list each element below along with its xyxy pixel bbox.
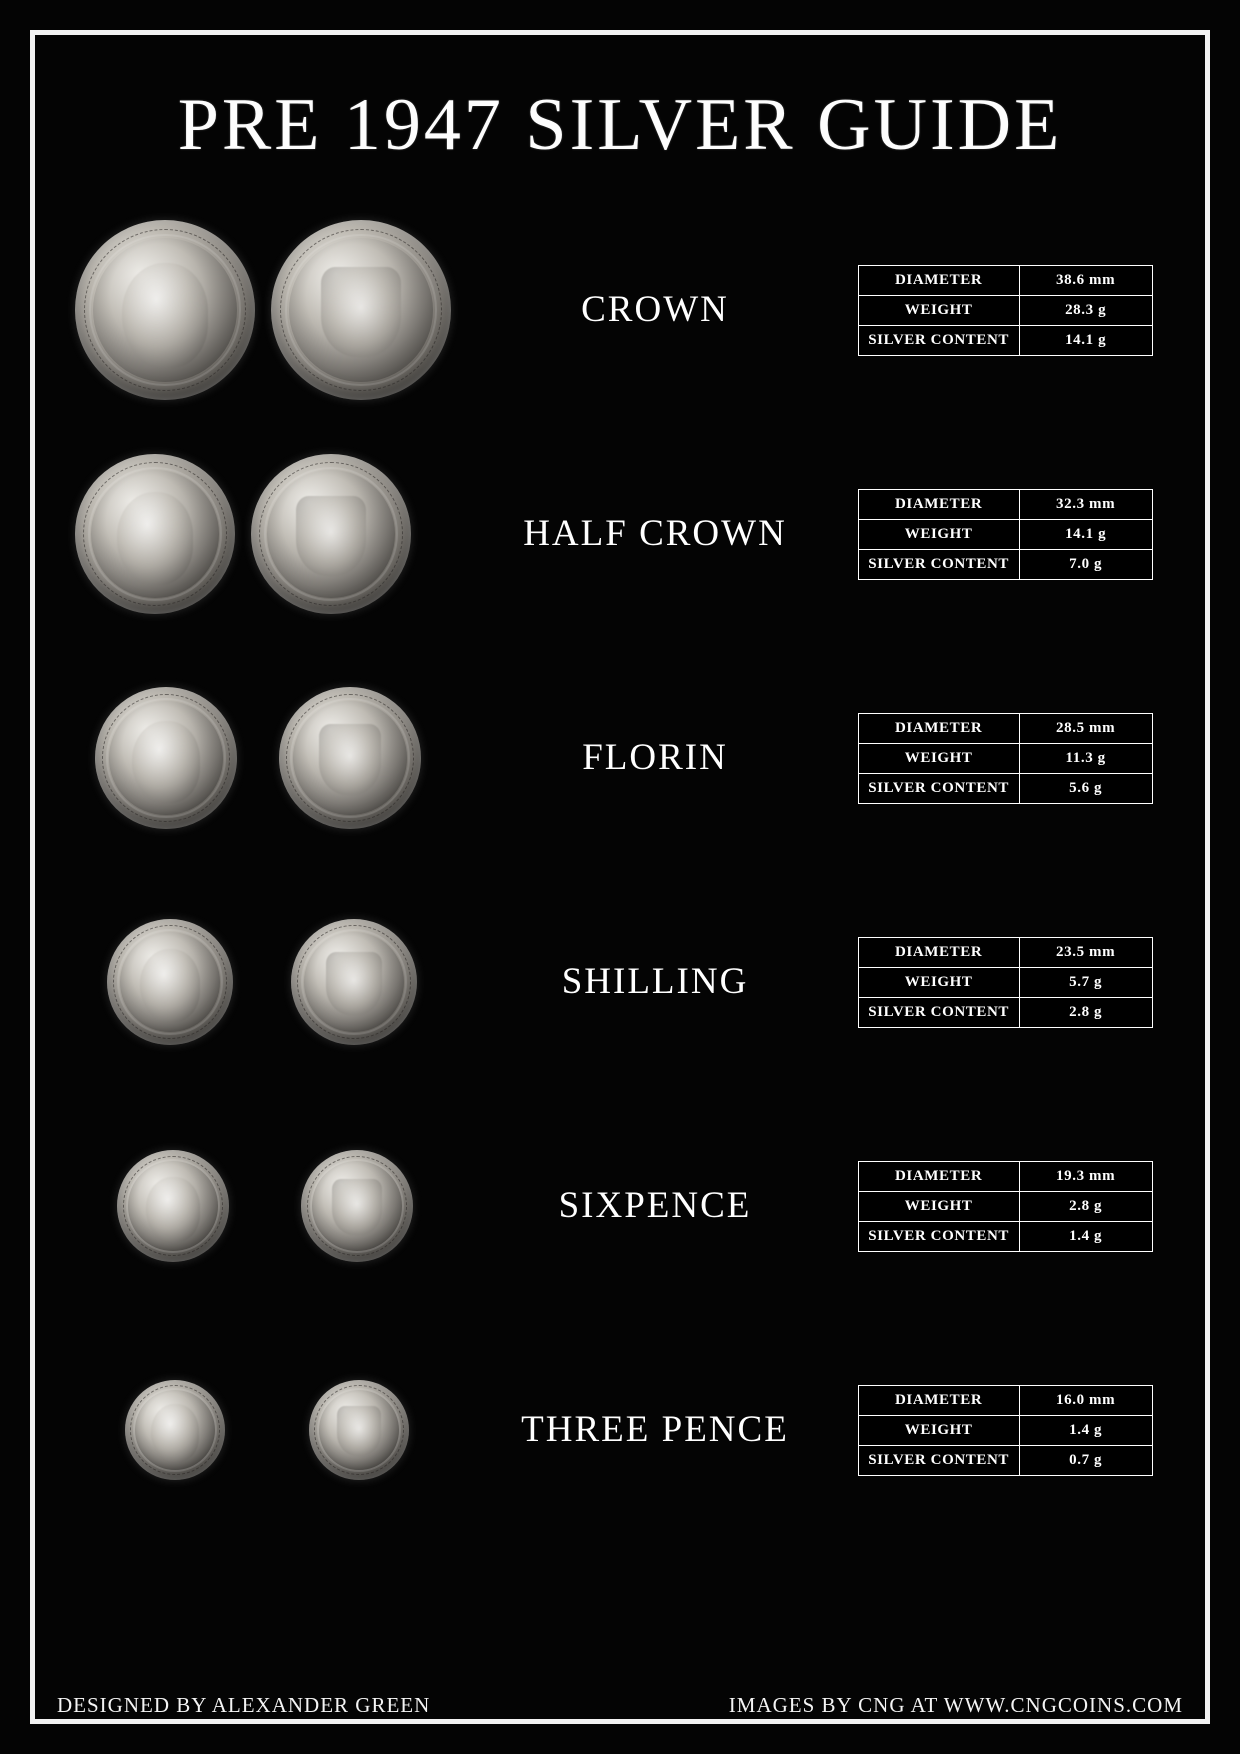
coin-images-three-pence (35, 1380, 505, 1480)
spec-key-silver: SILVER CONTENT (858, 773, 1019, 803)
spec-value-silver: 1.4 g (1019, 1221, 1152, 1251)
spec-key-diameter: DIAMETER (858, 937, 1019, 967)
poster-content (35, 35, 1205, 1719)
spec-key-weight: WEIGHT (858, 1415, 1019, 1445)
spec-table-half-crown (858, 489, 1153, 580)
coin-reverse-three-pence (309, 1380, 409, 1480)
spec-key-diameter: DIAMETER (858, 1385, 1019, 1415)
spec-key-diameter: DIAMETER (858, 1161, 1019, 1191)
coin-images-shilling (35, 919, 505, 1045)
coin-images-crown (35, 220, 505, 400)
spec-value-diameter: 28.5 mm (1019, 713, 1152, 743)
spec-value-weight: 1.4 g (1019, 1415, 1152, 1445)
page-title: PRE 1947 SILVER GUIDE (177, 84, 1063, 166)
spec-key-silver: SILVER CONTENT (858, 1445, 1019, 1475)
spec-value-diameter: 38.6 mm (1019, 265, 1152, 295)
spec-key-silver: SILVER CONTENT (858, 325, 1019, 355)
spec-key-diameter: DIAMETER (858, 489, 1019, 519)
coin-images-half-crown (35, 454, 505, 614)
coin-images-florin (35, 687, 505, 829)
spec-key-weight: WEIGHT (858, 519, 1019, 549)
coin-spec-wrap-florin (805, 713, 1205, 804)
spec-key-weight: WEIGHT (858, 967, 1019, 997)
coin-reverse-florin (279, 687, 421, 829)
coin-row-shilling (35, 870, 1205, 1094)
spec-key-weight: WEIGHT (858, 1191, 1019, 1221)
footer-credit-images: IMAGES BY CNG AT WWW.CNGCOINS.COM (728, 1693, 1183, 1717)
coin-row-crown (35, 198, 1205, 422)
coin-row-sixpence (35, 1094, 1205, 1318)
spec-key-silver: SILVER CONTENT (858, 1221, 1019, 1251)
table-row (858, 773, 1152, 803)
coin-reverse-shilling (291, 919, 417, 1045)
spec-key-diameter: DIAMETER (858, 713, 1019, 743)
table-row (858, 1385, 1152, 1415)
table-row (858, 937, 1152, 967)
coin-name-shilling: SHILLING (561, 960, 749, 1002)
spec-value-weight: 11.3 g (1019, 743, 1152, 773)
coin-reverse-sixpence (301, 1150, 413, 1262)
table-row (858, 997, 1152, 1027)
coin-name-sixpence: SIXPENCE (558, 1184, 752, 1226)
coin-spec-wrap-three-pence (805, 1385, 1205, 1476)
table-row (858, 1415, 1152, 1445)
spec-table-three-pence (858, 1385, 1153, 1476)
spec-table-florin (858, 713, 1153, 804)
table-row (858, 1161, 1152, 1191)
coin-spec-wrap-shilling (805, 937, 1205, 1028)
spec-key-silver: SILVER CONTENT (858, 549, 1019, 579)
spec-value-diameter: 16.0 mm (1019, 1385, 1152, 1415)
coin-spec-wrap-sixpence (805, 1161, 1205, 1252)
spec-table-crown (858, 265, 1153, 356)
table-row (858, 489, 1152, 519)
coin-reverse-half-crown (251, 454, 411, 614)
spec-value-weight: 14.1 g (1019, 519, 1152, 549)
spec-table-shilling (858, 937, 1153, 1028)
coin-obverse-three-pence (125, 1380, 225, 1480)
spec-table-sixpence (858, 1161, 1153, 1252)
coin-obverse-sixpence (117, 1150, 229, 1262)
coin-row-florin (35, 646, 1205, 870)
coin-reverse-crown (271, 220, 451, 400)
spec-value-silver: 5.6 g (1019, 773, 1152, 803)
table-row (858, 265, 1152, 295)
coin-list (35, 198, 1205, 1542)
table-row (858, 325, 1152, 355)
coin-name-half-crown: HALF CROWN (523, 512, 787, 554)
coin-obverse-crown (75, 220, 255, 400)
coin-name-florin: FLORIN (582, 736, 728, 778)
spec-value-silver: 0.7 g (1019, 1445, 1152, 1475)
coin-obverse-florin (95, 687, 237, 829)
table-row (858, 519, 1152, 549)
coin-spec-wrap-crown (805, 265, 1205, 356)
coin-obverse-half-crown (75, 454, 235, 614)
table-row (858, 295, 1152, 325)
table-row (858, 743, 1152, 773)
coin-images-sixpence (35, 1150, 505, 1262)
spec-value-weight: 28.3 g (1019, 295, 1152, 325)
spec-value-weight: 2.8 g (1019, 1191, 1152, 1221)
coin-name-crown: CROWN (581, 288, 729, 330)
coin-obverse-shilling (107, 919, 233, 1045)
poster-footer (35, 1693, 1205, 1718)
footer-credit-designer: DESIGNED BY ALEXANDER GREEN (57, 1693, 431, 1717)
table-row (858, 1191, 1152, 1221)
coin-name-three-pence: THREE PENCE (521, 1408, 789, 1450)
spec-value-diameter: 32.3 mm (1019, 489, 1152, 519)
table-row (858, 1445, 1152, 1475)
spec-value-silver: 7.0 g (1019, 549, 1152, 579)
spec-value-diameter: 23.5 mm (1019, 937, 1152, 967)
spec-value-diameter: 19.3 mm (1019, 1161, 1152, 1191)
spec-value-silver: 2.8 g (1019, 997, 1152, 1027)
table-row (858, 549, 1152, 579)
table-row (858, 1221, 1152, 1251)
coin-row-half-crown (35, 422, 1205, 646)
spec-key-weight: WEIGHT (858, 295, 1019, 325)
table-row (858, 713, 1152, 743)
coin-spec-wrap-half-crown (805, 489, 1205, 580)
spec-value-weight: 5.7 g (1019, 967, 1152, 997)
table-row (858, 967, 1152, 997)
spec-key-diameter: DIAMETER (858, 265, 1019, 295)
spec-key-weight: WEIGHT (858, 743, 1019, 773)
spec-key-silver: SILVER CONTENT (858, 997, 1019, 1027)
coin-row-three-pence (35, 1318, 1205, 1542)
spec-value-silver: 14.1 g (1019, 325, 1152, 355)
